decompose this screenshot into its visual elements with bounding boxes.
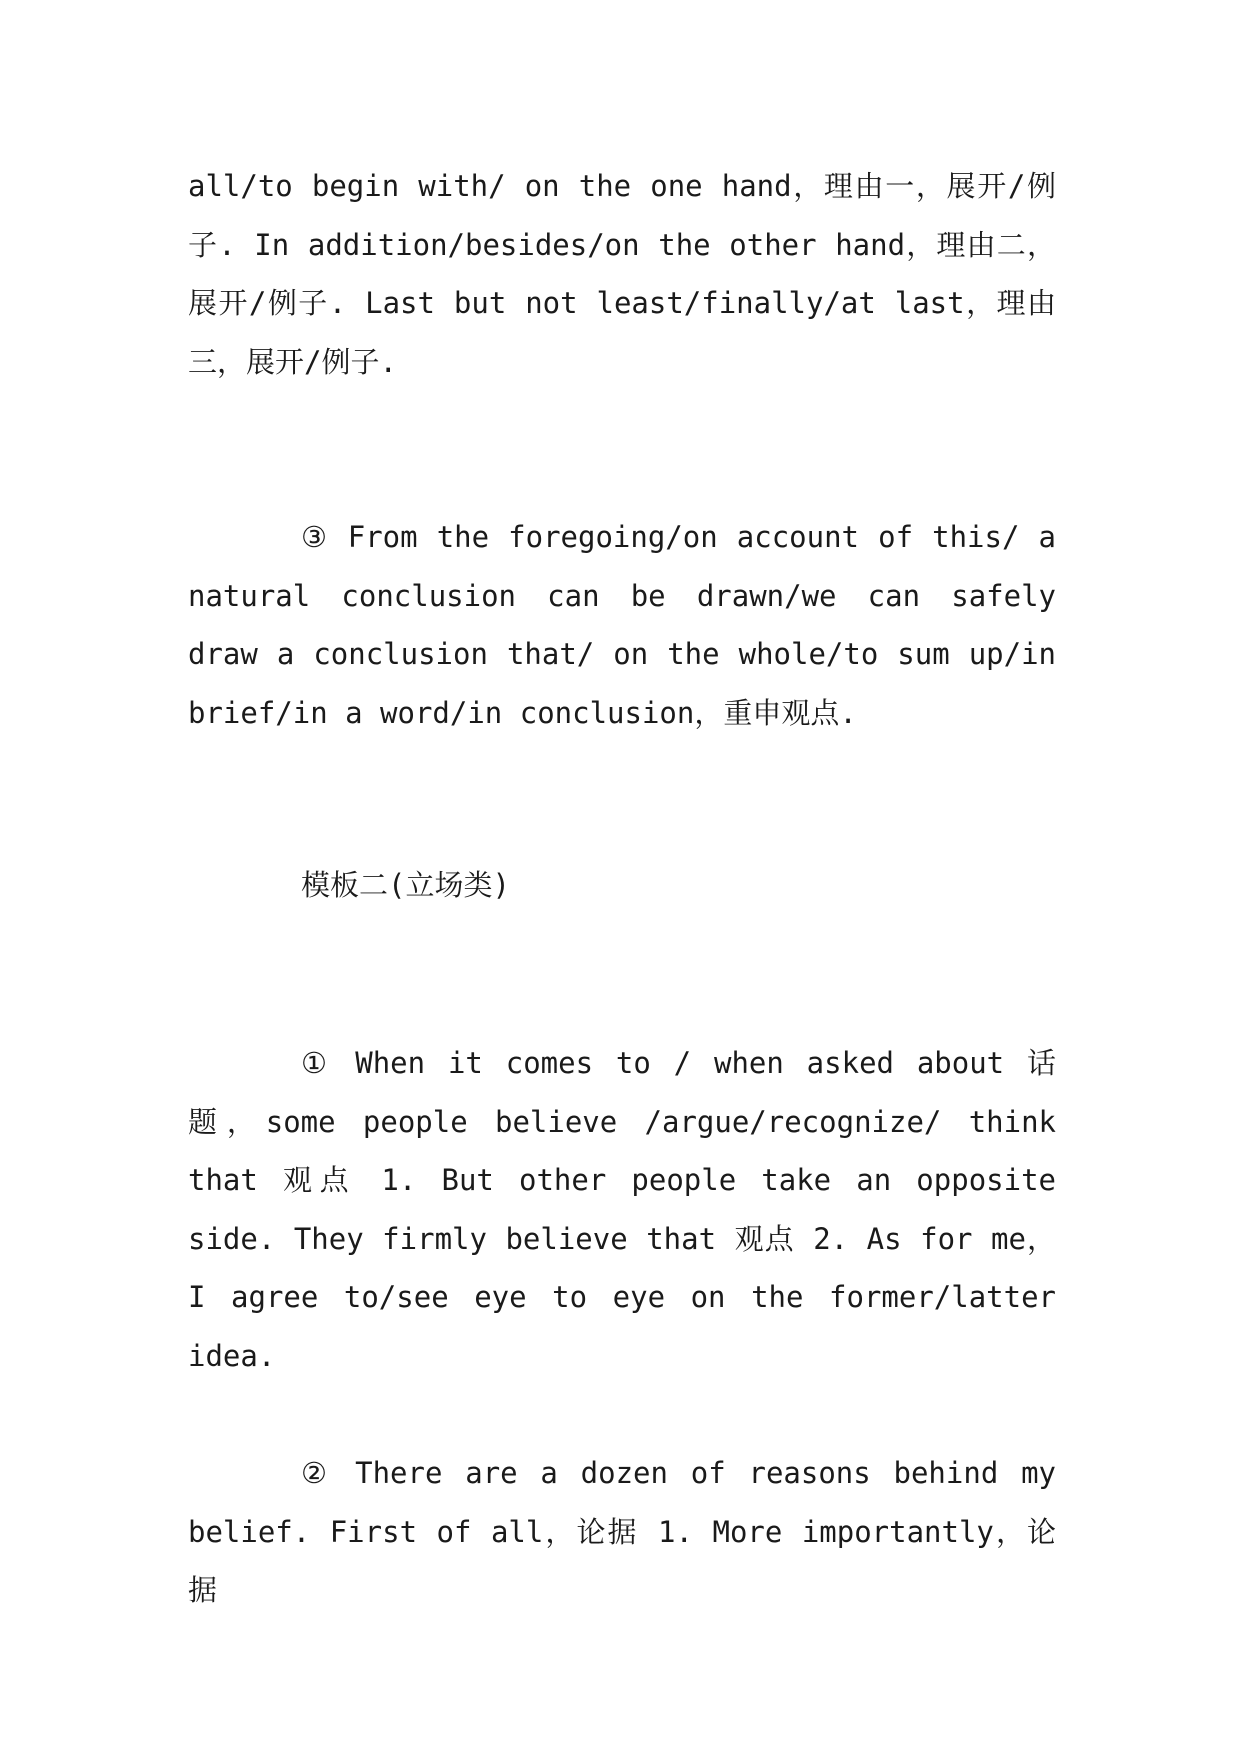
paragraph-arguments: ② There are a dozen of reasons behind my belief. First of all，论据 1. More importantly，论据 <box>188 1456 1056 1607</box>
paragraph-conclusion: ③ From the foregoing/on account of this/ a natural conclusion can be drawn/we can safely draw a conclusion that/ on the whole/to sum up/in brief/in a word/in conclusion，重申观点. <box>188 520 1056 730</box>
paragraph-reasons-continuation: all/to begin with/ on the one hand，理由一，展开/例子. In addition/besides/on the other hand，理由二，展开/例子. Last but not least/finally/at last，理由三，展开/例子. <box>188 169 1056 379</box>
template-two-heading: 模板二(立场类) <box>301 868 510 902</box>
paragraph-opinions: ① When it comes to / when asked about 话题，some people believe /argue/recognize/ think that 观点 1. But other people take an opposite side. They firmly believe that 观点 2. As for me，I agree to/see eye to eye on the former/latter idea. <box>188 1046 1056 1373</box>
